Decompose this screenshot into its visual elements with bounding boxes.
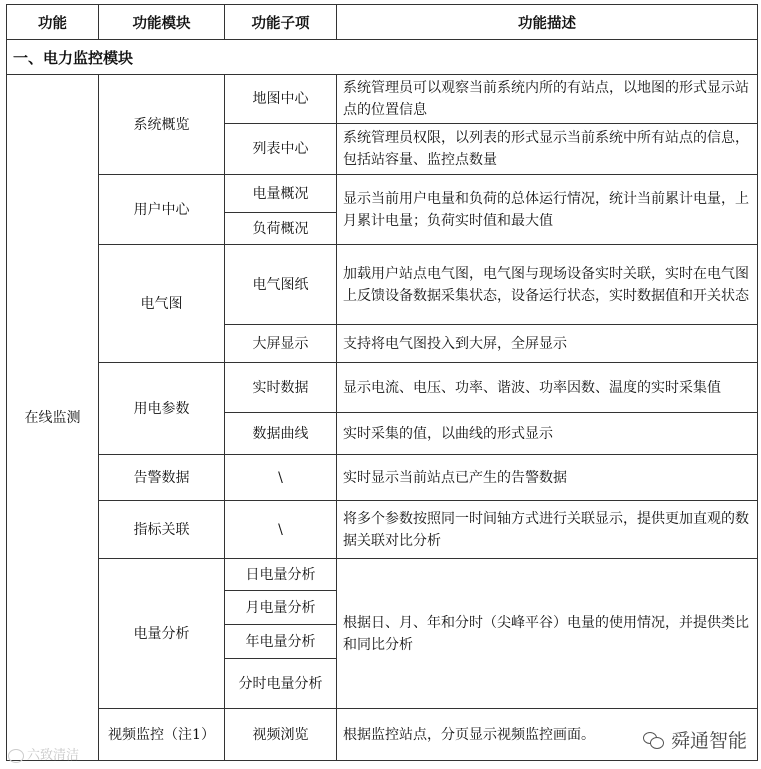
sub-diagram-drawing: 电气图纸	[225, 245, 337, 325]
watermark-right-text: 舜通智能	[670, 730, 747, 752]
table-row	[7, 363, 758, 413]
desc-diagram-drawing: 加载用户站点电气图，电气图与现场设备实时关联，实时在电气图上反馈设备数据采集状态，设备运行状态，实时数据值和开关状态	[337, 245, 758, 325]
module-overview: 系统概览	[99, 75, 225, 175]
sub-year-analysis: 年电量分析	[225, 625, 337, 659]
desc-data-curve: 实时采集的值，以曲线的形式显示	[337, 413, 758, 455]
sub-big-screen: 大屏显示	[225, 325, 337, 363]
watermark-left	[8, 744, 79, 763]
category-cell: 在线监测	[7, 75, 99, 761]
sub-video-browse: 视频浏览	[225, 709, 337, 761]
sub-day-analysis: 日电量分析	[225, 559, 337, 591]
function-spec-table	[6, 4, 758, 761]
sub-tou-analysis: 分时电量分析	[225, 659, 337, 709]
sub-data-curve: 数据曲线	[225, 413, 337, 455]
table-row	[7, 245, 758, 325]
table-row	[7, 501, 758, 559]
table-row	[7, 559, 758, 591]
desc-big-screen: 支持将电气图投入到大屏，全屏显示	[337, 325, 758, 363]
module-energy-analysis: 电量分析	[99, 559, 225, 709]
section-title: 一、电力监控模块	[7, 40, 758, 75]
header-row	[7, 5, 758, 40]
sub-list-center: 列表中心	[225, 124, 337, 175]
module-diagram: 电气图	[99, 245, 225, 363]
header-module: 功能模块	[99, 5, 225, 40]
wechat-icon	[643, 731, 665, 749]
desc-video-browse: 根据监控站点，分页显示视频监控画面。	[337, 709, 758, 761]
watermark-right	[643, 726, 747, 753]
table-row	[7, 75, 758, 124]
module-index-correlation: 指标关联	[99, 501, 225, 559]
sub-month-analysis: 月电量分析	[225, 591, 337, 625]
sub-load-overview: 负荷概况	[225, 213, 337, 245]
header-description: 功能描述	[337, 5, 758, 40]
weibo-icon	[8, 749, 24, 763]
table-row	[7, 175, 758, 213]
sub-index-none: \	[225, 501, 337, 559]
sub-energy-overview: 电量概况	[225, 175, 337, 213]
sub-alarm-none: \	[225, 455, 337, 501]
sub-realtime-data: 实时数据	[225, 363, 337, 413]
watermark-left-text: 六致清洁	[27, 748, 80, 763]
module-alarm-data: 告警数据	[99, 455, 225, 501]
header-subitem: 功能子项	[225, 5, 337, 40]
desc-map-center: 系统管理员可以观察当前系统内所的有站点，以地图的形式显示站点的位置信息	[337, 75, 758, 124]
module-video-monitor: 视频监控（注1）	[99, 709, 225, 761]
module-user-center: 用户中心	[99, 175, 225, 245]
desc-user-center: 显示当前用户电量和负荷的总体运行情况，统计当前累计电量，上月累计电量；负荷实时值和最大值	[337, 175, 758, 245]
table-row	[7, 455, 758, 501]
section-row	[7, 40, 758, 75]
desc-realtime-data: 显示电流、电压、功率、谐波、功率因数、温度的实时采集值	[337, 363, 758, 413]
module-power-params: 用电参数	[99, 363, 225, 455]
desc-alarm-data: 实时显示当前站点已产生的告警数据	[337, 455, 758, 501]
header-function: 功能	[7, 5, 99, 40]
desc-list-center: 系统管理员权限，以列表的形式显示当前系统中所有站点的信息，包括站容量、监控点数量	[337, 124, 758, 175]
desc-energy-analysis: 根据日、月、年和分时（尖峰平谷）电量的使用情况，并提供类比和同比分析	[337, 559, 758, 709]
sub-map-center: 地图中心	[225, 75, 337, 124]
desc-index-correlation: 将多个参数按照同一时间轴方式进行关联显示，提供更加直观的数据关联对比分析	[337, 501, 758, 559]
